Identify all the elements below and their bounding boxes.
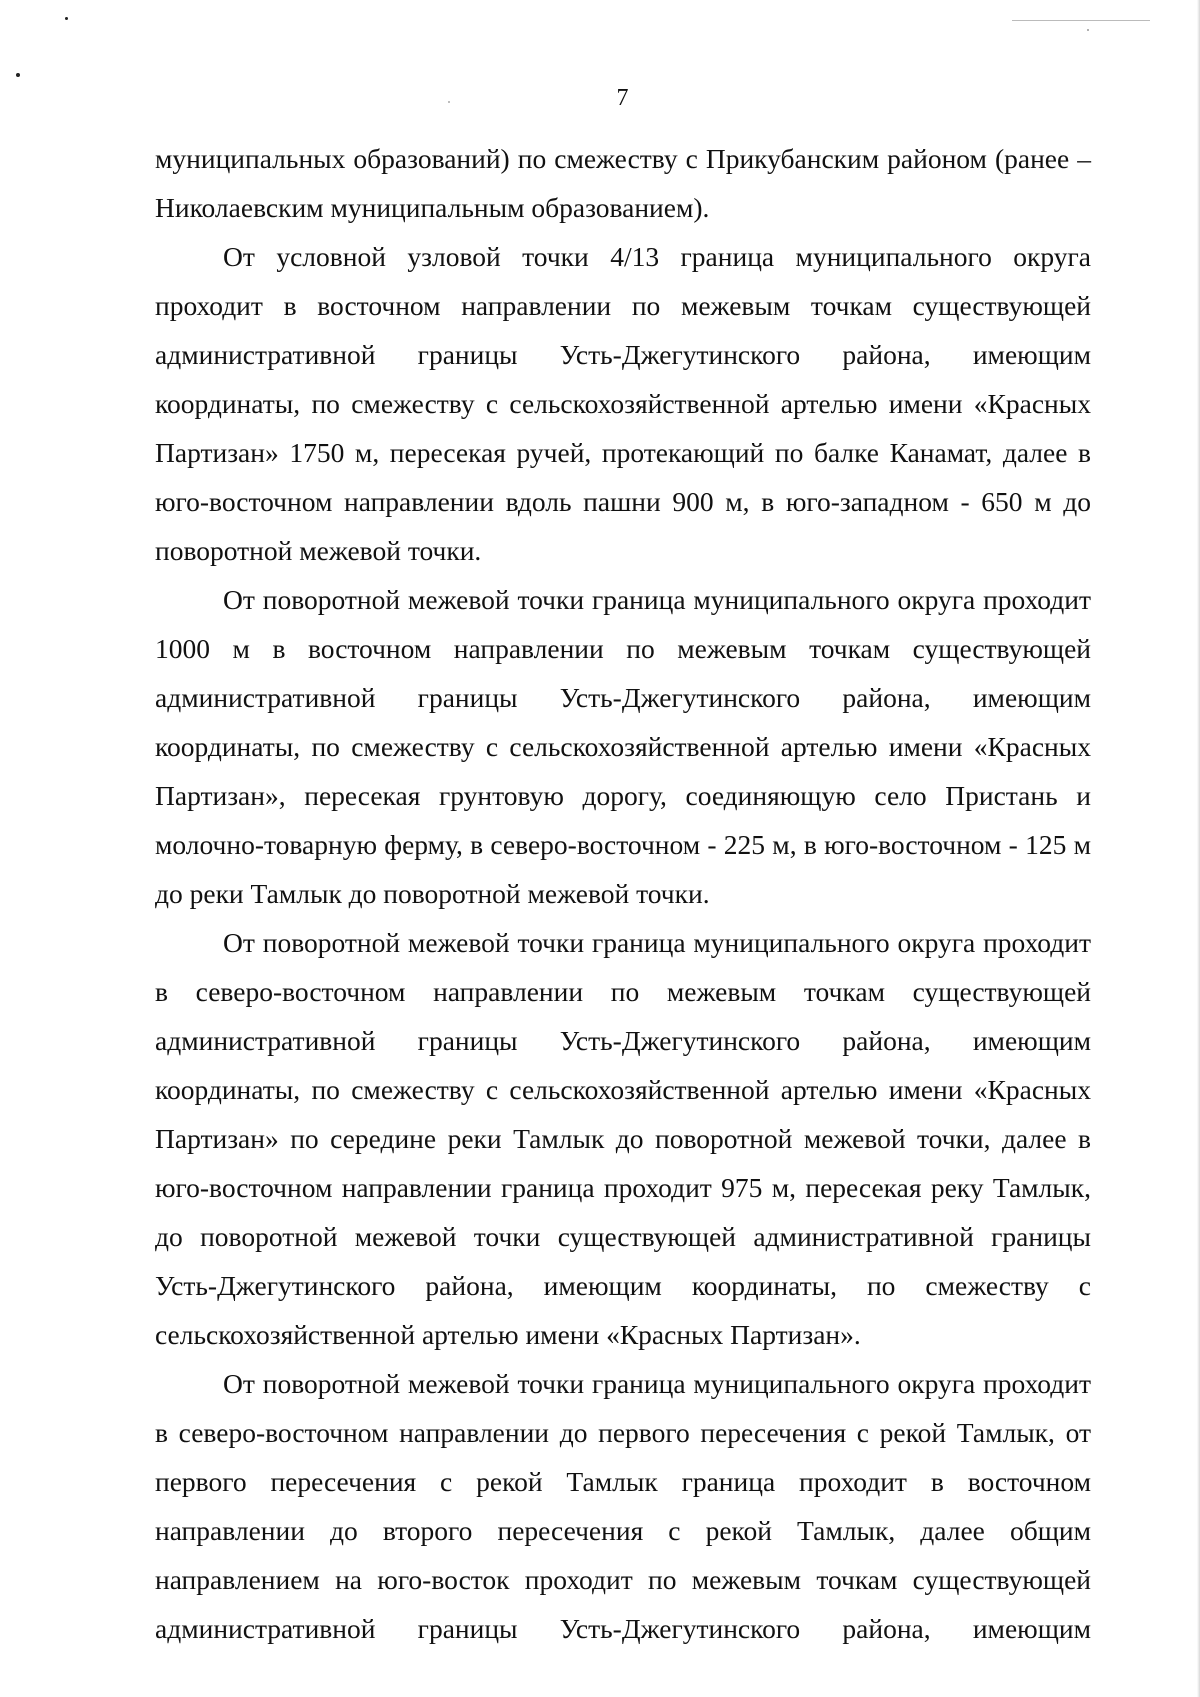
paragraph-2: От условной узловой точки 4/13 граница муниципального округа проходит в восточном направлении по межевым точкам существующей административной границы Усть-Джегутинского района, имеющим координаты, по смежеству с сельскохозяйственной артелью имени «Красных Партизан» 1750 м, пересекая ручей, протекающий по балке Канамат, далее в юго-восточном направлении вдоль пашни 900 м, в юго-западном - 650 м до поворотной межевой точки. bbox=[155, 241, 1091, 566]
scan-speck bbox=[65, 17, 68, 20]
scan-speck bbox=[1087, 29, 1089, 31]
paragraph-4: От поворотной межевой точки граница муниципального округа проходит в северо-восточном направлении по межевым точкам существующей административной границы Усть-Джегутинского района, имеющим координаты, по смежеству с сельскохозяйственной артелью имени «Красных Партизан» по середине реки Тамлык до поворотной межевой точки, далее в юго-восточном направлении граница проходит 975 м, пересекая реку Тамлык, до поворотной межевой точки существующей административной границы Усть-Джегутинского района, имеющим координаты, по смежеству с сельскохозяйственной артелью имени «Красных Партизан». bbox=[155, 927, 1091, 1350]
document-body bbox=[155, 134, 1091, 1653]
paragraph-1: муниципальных образований) по смежеству с Прикубанским районом (ранее – Николаевским муниципальным образованием). bbox=[155, 143, 1091, 223]
paragraph-5: От поворотной межевой точки граница муниципального округа проходит в северо-восточном направлении до первого пересечения с рекой Тамлык, от первого пересечения с рекой Тамлык граница проходит в восточном направлении до второго пересечения с рекой Тамлык, далее общим направлением на юго-восток проходит по межевым точкам существующей административной границы Усть-Джегутинского района, имеющим bbox=[155, 1368, 1091, 1644]
scan-speck bbox=[16, 73, 20, 77]
scan-line bbox=[1012, 20, 1150, 21]
page-number: 7 bbox=[616, 85, 629, 111]
paragraph-3: От поворотной межевой точки граница муниципального округа проходит 1000 м в восточном направлении по межевым точкам существующей административной границы Усть-Джегутинского района, имеющим координаты, по смежеству с сельскохозяйственной артелью имени «Красных Партизан», пересекая грунтовую дорогу, соединяющую село Пристань и молочно-товарную ферму, в северо-восточном - 225 м, в юго-восточном - 125 м до реки Тамлык до поворотной межевой точки. bbox=[155, 584, 1091, 909]
